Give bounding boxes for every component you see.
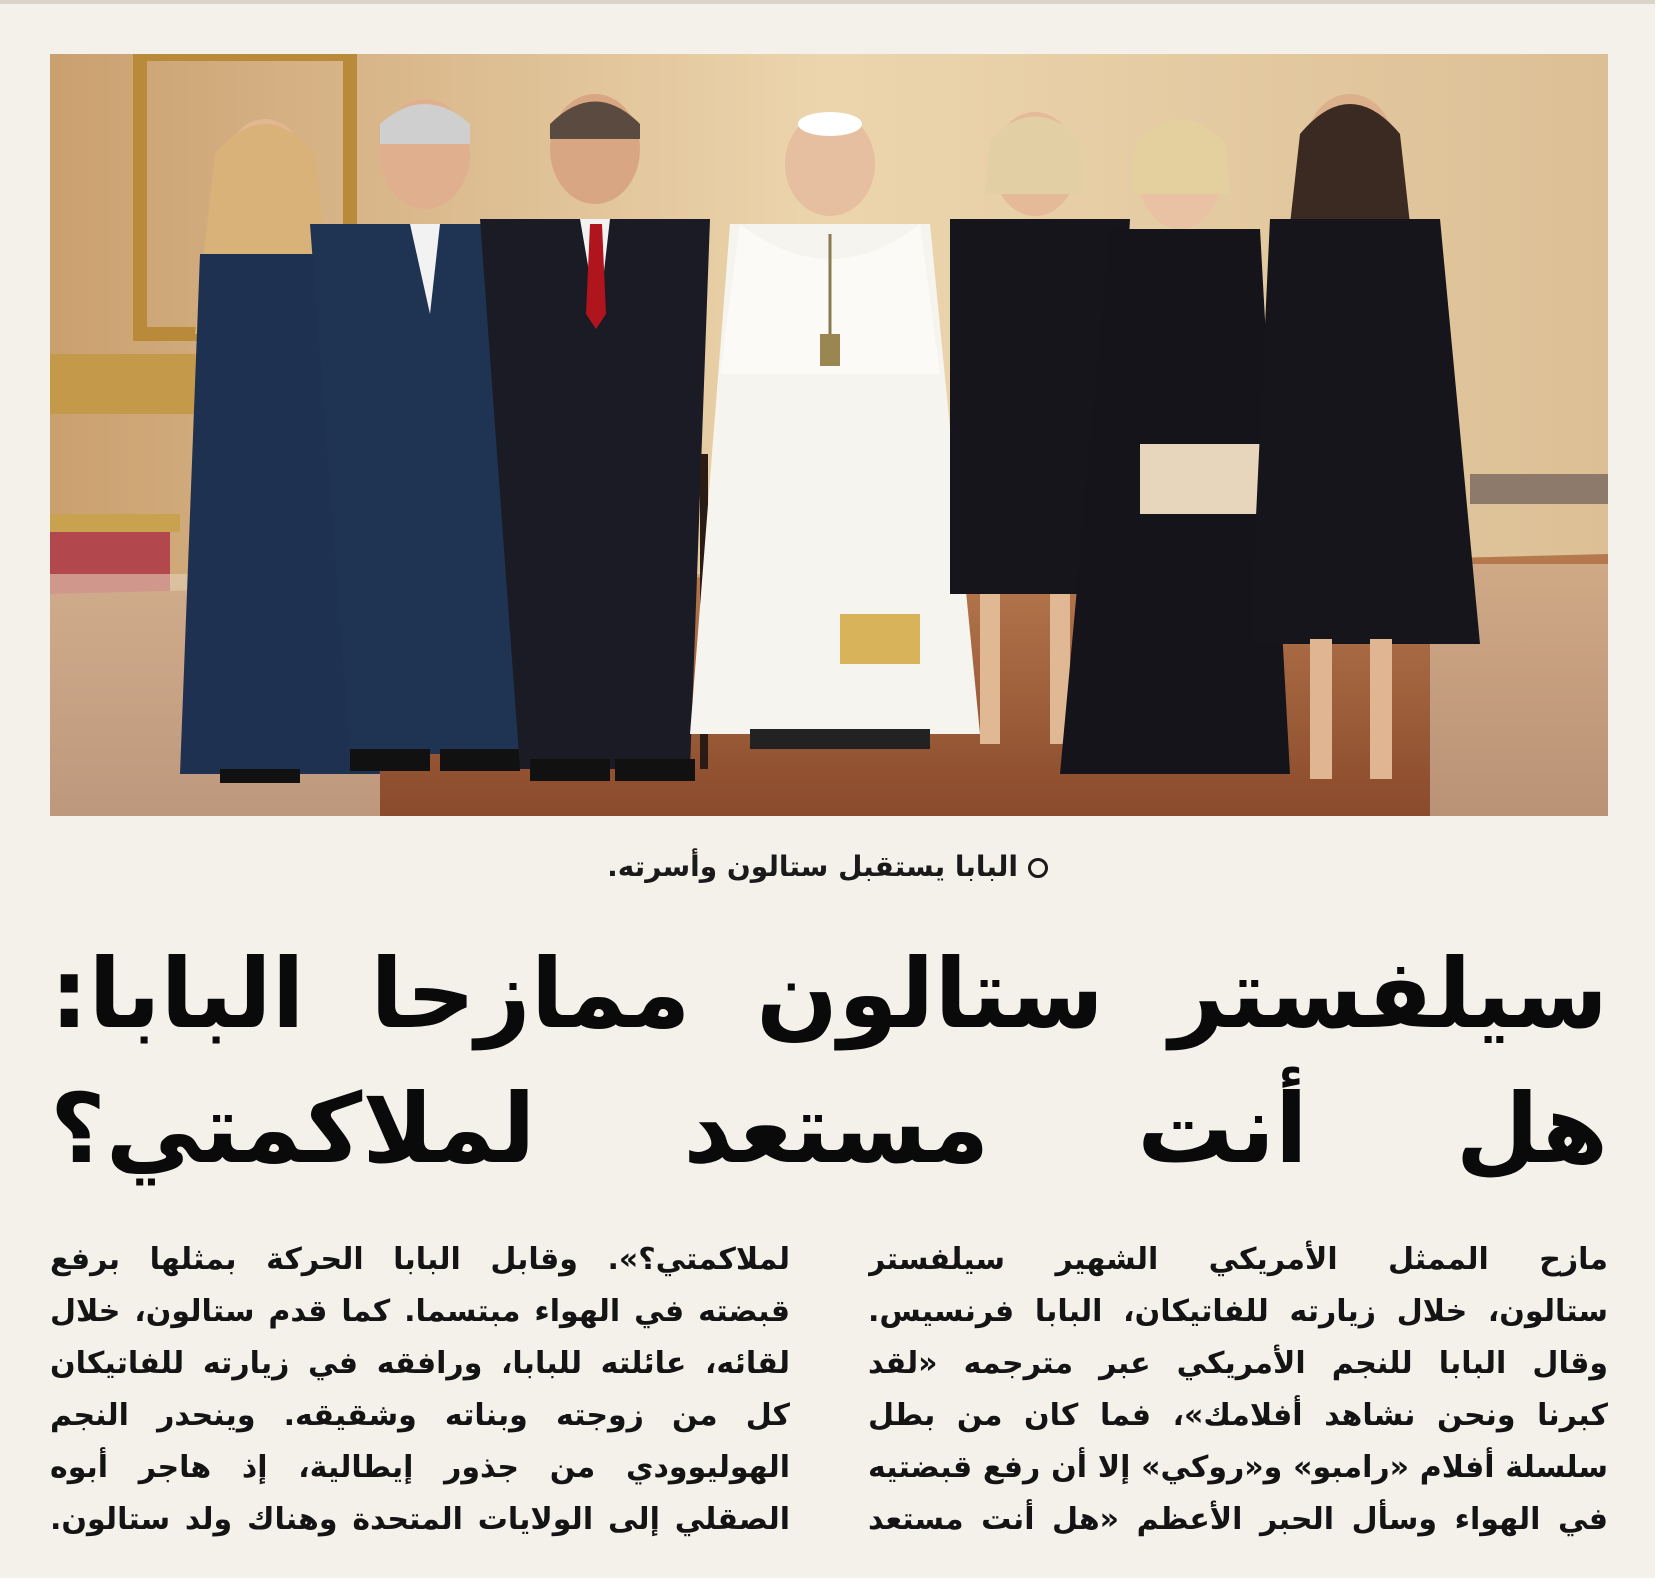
article-line: الصقلي إلى الولايات المتحدة وهناك ولد ستالون. (50, 1502, 790, 1537)
photo-caption (0, 850, 1655, 883)
article-column-left (50, 1234, 790, 1546)
headline-line-1: سيلفستر ستالون ممازحا البابا: (50, 938, 1608, 1050)
article-line: وقال البابا للنجم الأمريكي عبر مترجمه «لقد (868, 1346, 1608, 1381)
caption-bullet-icon (1028, 858, 1048, 878)
article-line: كل من زوجته وبناته وشقيقه. وينحدر النجم (50, 1398, 790, 1433)
article-line: قبضته في الهواء مبتسما. كما قدم ستالون، خلال (50, 1294, 790, 1329)
article-column-right (868, 1234, 1608, 1546)
group-photo (50, 54, 1608, 816)
article-line: في الهواء وسأل الحبر الأعظم «هل أنت مستعد (868, 1502, 1608, 1537)
article-line: لملاكمتي؟». وقابل البابا الحركة بمثلها برفع (50, 1242, 790, 1277)
article-line: سلسلة أفلام «رامبو» و«روكي» إلا أن رفع قبضتيه (868, 1450, 1608, 1485)
article-line: الهوليوودي من جذور إيطالية، إذ هاجر أبوه (50, 1450, 790, 1485)
article-line: لقائه، عائلته للبابا، ورافقه في زيارته للفاتيكان (50, 1346, 790, 1381)
article-line: مازح الممثل الأمريكي الشهير سيلفستر (868, 1242, 1608, 1277)
headline-line-2: هل أنت مستعد لملاكمتي؟ (50, 1073, 1608, 1185)
article-line: ستالون، خلال زيارته للفاتيكان، البابا فرنسيس. (868, 1294, 1608, 1329)
caption-text: البابا يستقبل ستالون وأسرته. (607, 850, 1018, 883)
group-photo-image (50, 54, 1608, 816)
article-line: كبرنا ونحن نشاهد أفلامك»، فما كان من بطل (868, 1398, 1608, 1433)
